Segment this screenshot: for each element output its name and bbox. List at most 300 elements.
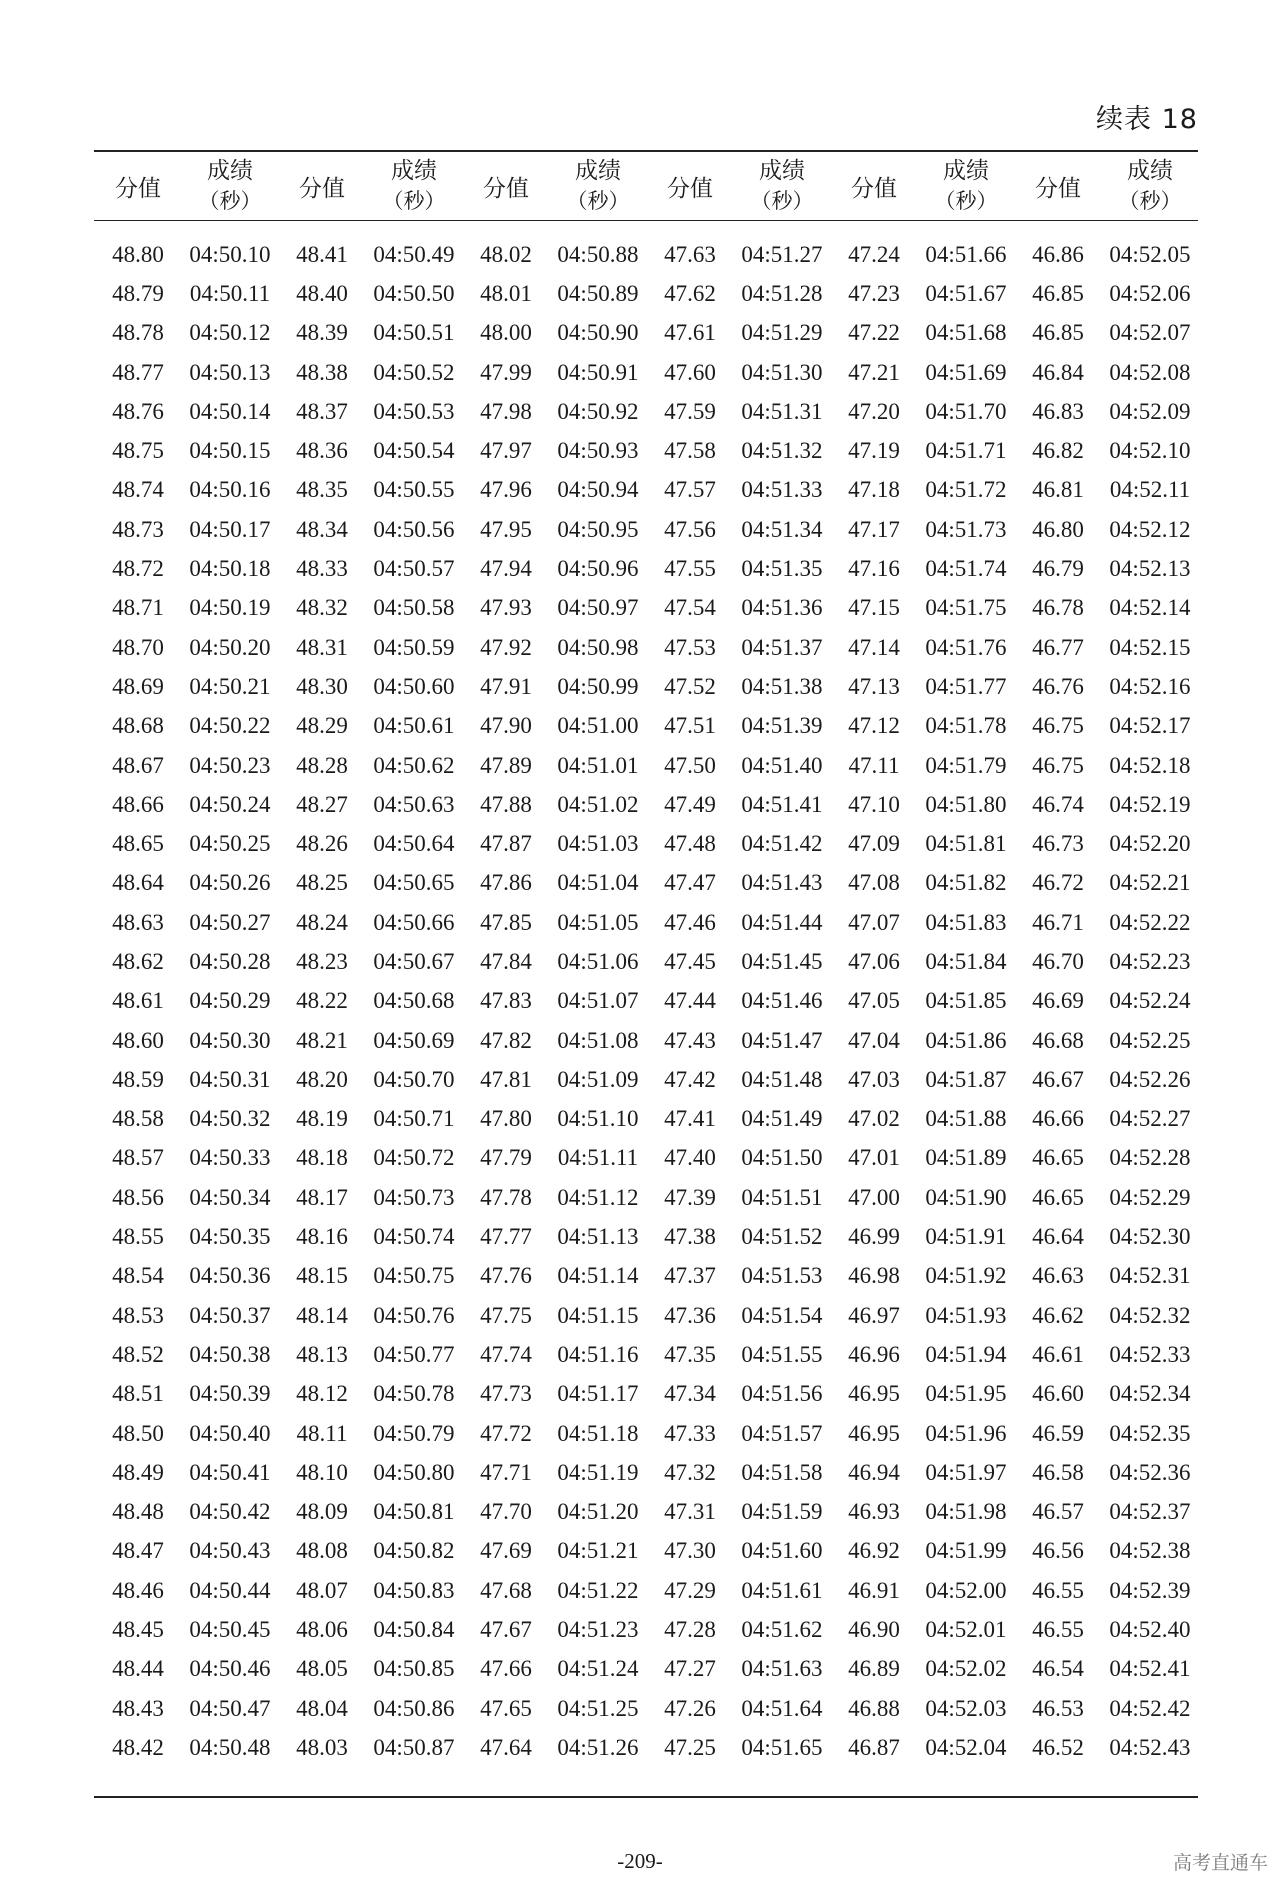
score-cell: 48.66 (112, 791, 164, 817)
score-cell: 47.58 (664, 438, 716, 464)
time-cell: 04:50.93 (557, 438, 639, 464)
score-cell: 48.67 (112, 752, 164, 778)
score-cell: 48.59 (112, 1066, 164, 1092)
time-cell: 04:51.92 (925, 1263, 1007, 1289)
time-cell: 04:50.63 (373, 791, 455, 817)
time-cell: 04:51.01 (557, 752, 639, 778)
table-row (94, 1532, 1198, 1571)
time-cell: 04:50.52 (373, 359, 455, 385)
score-cell: 46.98 (848, 1263, 900, 1289)
header-time-label: 成绩 (943, 158, 989, 184)
time-cell: 04:51.99 (925, 1538, 1007, 1564)
time-cell: 04:50.49 (373, 241, 455, 267)
score-cell: 47.85 (480, 909, 532, 935)
table-row (94, 353, 1198, 392)
score-cell: 48.04 (296, 1695, 348, 1721)
time-cell: 04:50.17 (189, 516, 271, 542)
time-cell: 04:50.80 (373, 1459, 455, 1485)
time-cell: 04:52.00 (925, 1577, 1007, 1603)
header-time-label: 成绩 (1127, 158, 1173, 184)
table-row (94, 471, 1198, 510)
time-cell: 04:52.40 (1109, 1617, 1191, 1643)
time-cell: 04:52.32 (1109, 1302, 1191, 1328)
score-cell: 48.10 (296, 1459, 348, 1485)
table-row (94, 903, 1198, 942)
time-cell: 04:51.39 (741, 713, 823, 739)
score-cell: 47.84 (480, 948, 532, 974)
score-cell: 46.94 (848, 1459, 900, 1485)
score-cell: 48.29 (296, 713, 348, 739)
time-cell: 04:51.58 (741, 1459, 823, 1485)
time-cell: 04:52.08 (1109, 359, 1191, 385)
time-cell: 04:50.39 (189, 1381, 271, 1407)
time-cell: 04:50.89 (557, 280, 639, 306)
score-cell: 48.26 (296, 831, 348, 857)
score-cell: 47.12 (848, 713, 900, 739)
time-cell: 04:51.64 (741, 1695, 823, 1721)
time-cell: 04:52.06 (1109, 280, 1191, 306)
time-cell: 04:51.72 (925, 477, 1007, 503)
time-cell: 04:52.28 (1109, 1145, 1191, 1171)
time-cell: 04:52.34 (1109, 1381, 1191, 1407)
time-cell: 04:50.42 (189, 1499, 271, 1525)
score-cell: 48.02 (480, 241, 532, 267)
header-time-unit: （秒） (198, 189, 262, 213)
score-cell: 48.74 (112, 477, 164, 503)
table-row (94, 824, 1198, 863)
time-cell: 04:50.22 (189, 713, 271, 739)
time-cell: 04:52.27 (1109, 1106, 1191, 1132)
table-header (94, 151, 1198, 221)
score-cell: 47.38 (664, 1224, 716, 1250)
time-cell: 04:51.48 (741, 1066, 823, 1092)
time-cell: 04:50.61 (373, 713, 455, 739)
score-cell: 47.95 (480, 516, 532, 542)
score-cell: 47.91 (480, 673, 532, 699)
time-cell: 04:51.51 (741, 1184, 823, 1210)
time-cell: 04:52.25 (1109, 1027, 1191, 1053)
time-cell: 04:50.58 (373, 595, 455, 621)
score-cell: 48.69 (112, 673, 164, 699)
header-time (550, 151, 646, 221)
table-row (94, 1060, 1198, 1099)
time-cell: 04:50.28 (189, 948, 271, 974)
time-cell: 04:50.99 (557, 673, 639, 699)
time-cell: 04:50.95 (557, 516, 639, 542)
score-cell: 47.26 (664, 1695, 716, 1721)
time-cell: 04:50.85 (373, 1656, 455, 1682)
time-cell: 04:52.22 (1109, 909, 1191, 935)
time-cell: 04:52.36 (1109, 1459, 1191, 1485)
time-cell: 04:51.74 (925, 556, 1007, 582)
score-cell: 47.41 (664, 1106, 716, 1132)
header-time (918, 151, 1014, 221)
time-cell: 04:52.31 (1109, 1263, 1191, 1289)
table-row (94, 707, 1198, 746)
score-cell: 47.44 (664, 988, 716, 1014)
time-cell: 04:50.36 (189, 1263, 271, 1289)
time-cell: 04:50.21 (189, 673, 271, 699)
time-cell: 04:50.71 (373, 1106, 455, 1132)
score-table (94, 150, 1198, 1798)
time-cell: 04:51.55 (741, 1341, 823, 1367)
score-cell: 46.90 (848, 1617, 900, 1643)
time-cell: 04:51.97 (925, 1459, 1007, 1485)
score-cell: 47.49 (664, 791, 716, 817)
time-cell: 04:50.73 (373, 1184, 455, 1210)
score-cell: 48.16 (296, 1224, 348, 1250)
time-cell: 04:51.36 (741, 595, 823, 621)
time-cell: 04:51.49 (741, 1106, 823, 1132)
score-cell: 47.94 (480, 556, 532, 582)
score-cell: 46.67 (1032, 1066, 1084, 1092)
time-cell: 04:51.69 (925, 359, 1007, 385)
table-row (94, 1493, 1198, 1532)
score-cell: 46.65 (1032, 1184, 1084, 1210)
score-cell: 46.70 (1032, 948, 1084, 974)
score-cell: 47.50 (664, 752, 716, 778)
score-cell: 46.55 (1032, 1617, 1084, 1643)
table-row (94, 942, 1198, 981)
score-cell: 46.62 (1032, 1302, 1084, 1328)
score-cell: 48.68 (112, 713, 164, 739)
time-cell: 04:50.14 (189, 398, 271, 424)
time-cell: 04:52.10 (1109, 438, 1191, 464)
time-cell: 04:51.67 (925, 280, 1007, 306)
score-cell: 48.62 (112, 948, 164, 974)
score-cell: 48.42 (112, 1734, 164, 1760)
score-cell: 46.52 (1032, 1734, 1084, 1760)
table-row (94, 221, 1198, 275)
header-score: 分值 (299, 175, 345, 202)
header-score: 分值 (851, 175, 897, 202)
score-cell: 48.22 (296, 988, 348, 1014)
time-cell: 04:50.74 (373, 1224, 455, 1250)
score-cell: 48.75 (112, 438, 164, 464)
table-row (94, 1571, 1198, 1610)
time-cell: 04:51.22 (557, 1577, 639, 1603)
time-cell: 04:50.79 (373, 1420, 455, 1446)
score-cell: 48.25 (296, 870, 348, 896)
score-cell: 47.78 (480, 1184, 532, 1210)
score-cell: 47.16 (848, 556, 900, 582)
header-time (182, 151, 278, 221)
score-cell: 48.05 (296, 1656, 348, 1682)
table-row (94, 589, 1198, 628)
score-cell: 47.97 (480, 438, 532, 464)
time-cell: 04:50.62 (373, 752, 455, 778)
score-cell: 47.51 (664, 713, 716, 739)
time-cell: 04:50.69 (373, 1027, 455, 1053)
time-cell: 04:52.26 (1109, 1066, 1191, 1092)
score-cell: 47.76 (480, 1263, 532, 1289)
score-cell: 48.72 (112, 556, 164, 582)
score-cell: 47.20 (848, 398, 900, 424)
score-cell: 46.60 (1032, 1381, 1084, 1407)
score-cell: 47.72 (480, 1420, 532, 1446)
score-cell: 48.35 (296, 477, 348, 503)
time-cell: 04:50.31 (189, 1066, 271, 1092)
time-cell: 04:52.18 (1109, 752, 1191, 778)
time-cell: 04:51.45 (741, 948, 823, 974)
score-cell: 46.84 (1032, 359, 1084, 385)
time-cell: 04:51.27 (741, 241, 823, 267)
score-cell: 46.75 (1032, 713, 1084, 739)
score-cell: 46.61 (1032, 1341, 1084, 1367)
time-cell: 04:51.77 (925, 673, 1007, 699)
score-cell: 48.43 (112, 1695, 164, 1721)
time-cell: 04:51.04 (557, 870, 639, 896)
time-cell: 04:51.12 (557, 1184, 639, 1210)
table-row (94, 1257, 1198, 1296)
time-cell: 04:50.11 (189, 280, 271, 306)
time-cell: 04:50.65 (373, 870, 455, 896)
score-cell: 47.82 (480, 1027, 532, 1053)
score-cell: 46.68 (1032, 1027, 1084, 1053)
score-cell: 48.09 (296, 1499, 348, 1525)
time-cell: 04:52.12 (1109, 516, 1191, 542)
score-cell: 48.21 (296, 1027, 348, 1053)
time-cell: 04:51.60 (741, 1538, 823, 1564)
score-cell: 47.64 (480, 1734, 532, 1760)
header-time-unit: （秒） (1118, 189, 1182, 213)
score-cell: 48.60 (112, 1027, 164, 1053)
time-cell: 04:50.97 (557, 595, 639, 621)
score-cell: 47.46 (664, 909, 716, 935)
score-cell: 46.83 (1032, 398, 1084, 424)
table-row (94, 1178, 1198, 1217)
score-cell: 47.52 (664, 673, 716, 699)
time-cell: 04:52.21 (1109, 870, 1191, 896)
time-cell: 04:51.02 (557, 791, 639, 817)
score-cell: 46.56 (1032, 1538, 1084, 1564)
time-cell: 04:51.78 (925, 713, 1007, 739)
score-cell: 48.55 (112, 1224, 164, 1250)
score-cell: 46.97 (848, 1302, 900, 1328)
score-cell: 48.41 (296, 241, 348, 267)
time-cell: 04:51.40 (741, 752, 823, 778)
score-cell: 47.81 (480, 1066, 532, 1092)
score-cell: 47.54 (664, 595, 716, 621)
score-cell: 48.50 (112, 1420, 164, 1446)
score-cell: 47.90 (480, 713, 532, 739)
score-cell: 47.74 (480, 1341, 532, 1367)
score-cell: 47.47 (664, 870, 716, 896)
time-cell: 04:50.32 (189, 1106, 271, 1132)
score-cell: 48.00 (480, 320, 532, 346)
score-cell: 48.56 (112, 1184, 164, 1210)
time-cell: 04:50.72 (373, 1145, 455, 1171)
time-cell: 04:51.63 (741, 1656, 823, 1682)
time-cell: 04:52.16 (1109, 673, 1191, 699)
time-cell: 04:51.56 (741, 1381, 823, 1407)
time-cell: 04:51.06 (557, 948, 639, 974)
time-cell: 04:51.34 (741, 516, 823, 542)
score-cell: 48.03 (296, 1734, 348, 1760)
time-cell: 04:50.29 (189, 988, 271, 1014)
table-row (94, 392, 1198, 431)
time-cell: 04:51.10 (557, 1106, 639, 1132)
time-cell: 04:50.68 (373, 988, 455, 1014)
time-cell: 04:51.87 (925, 1066, 1007, 1092)
score-cell: 47.62 (664, 280, 716, 306)
score-cell: 47.88 (480, 791, 532, 817)
time-cell: 04:51.32 (741, 438, 823, 464)
score-cell: 46.77 (1032, 634, 1084, 660)
score-cell: 47.99 (480, 359, 532, 385)
score-cell: 47.86 (480, 870, 532, 896)
time-cell: 04:52.35 (1109, 1420, 1191, 1446)
time-cell: 04:52.09 (1109, 398, 1191, 424)
score-cell: 46.54 (1032, 1656, 1084, 1682)
score-cell: 46.85 (1032, 320, 1084, 346)
score-cell: 46.95 (848, 1381, 900, 1407)
score-cell: 47.53 (664, 634, 716, 660)
score-cell: 47.55 (664, 556, 716, 582)
time-cell: 04:50.19 (189, 595, 271, 621)
table-row (94, 785, 1198, 824)
watermark: 高考直通车 (1172, 1852, 1268, 1874)
score-cell: 47.01 (848, 1145, 900, 1171)
score-cell: 48.78 (112, 320, 164, 346)
score-cell: 48.11 (296, 1420, 348, 1446)
score-cell: 48.36 (296, 438, 348, 464)
table-row (94, 1728, 1198, 1796)
score-cell: 46.93 (848, 1499, 900, 1525)
score-cell: 48.49 (112, 1459, 164, 1485)
score-cell: 48.37 (296, 398, 348, 424)
time-cell: 04:51.65 (741, 1734, 823, 1760)
score-cell: 46.55 (1032, 1577, 1084, 1603)
time-cell: 04:51.53 (741, 1263, 823, 1289)
table-row (94, 982, 1198, 1021)
header-time-label: 成绩 (759, 158, 805, 184)
score-cell: 46.99 (848, 1224, 900, 1250)
table-row (94, 1139, 1198, 1178)
table-row (94, 510, 1198, 549)
score-cell: 47.32 (664, 1459, 716, 1485)
score-cell: 46.88 (848, 1695, 900, 1721)
score-cell: 48.52 (112, 1341, 164, 1367)
score-cell: 48.48 (112, 1499, 164, 1525)
score-cell: 46.69 (1032, 988, 1084, 1014)
score-cell: 46.95 (848, 1420, 900, 1446)
time-cell: 04:51.11 (557, 1145, 639, 1171)
time-cell: 04:50.98 (557, 634, 639, 660)
time-cell: 04:50.15 (189, 438, 271, 464)
time-cell: 04:52.01 (925, 1617, 1007, 1643)
time-cell: 04:50.38 (189, 1341, 271, 1367)
score-cell: 47.27 (664, 1656, 716, 1682)
score-cell: 47.83 (480, 988, 532, 1014)
score-cell: 47.61 (664, 320, 716, 346)
score-cell: 47.66 (480, 1656, 532, 1682)
time-cell: 04:52.42 (1109, 1695, 1191, 1721)
table-row (94, 1335, 1198, 1374)
score-cell: 46.96 (848, 1341, 900, 1367)
score-cell: 47.34 (664, 1381, 716, 1407)
time-cell: 04:51.15 (557, 1302, 639, 1328)
score-cell: 47.45 (664, 948, 716, 974)
score-cell: 47.15 (848, 595, 900, 621)
time-cell: 04:51.73 (925, 516, 1007, 542)
score-cell: 47.93 (480, 595, 532, 621)
score-cell: 46.89 (848, 1656, 900, 1682)
score-cell: 47.70 (480, 1499, 532, 1525)
score-cell: 47.40 (664, 1145, 716, 1171)
score-cell: 48.01 (480, 280, 532, 306)
time-cell: 04:51.94 (925, 1341, 1007, 1367)
score-cell: 48.23 (296, 948, 348, 974)
time-cell: 04:51.26 (557, 1734, 639, 1760)
score-cell: 47.89 (480, 752, 532, 778)
score-cell: 47.65 (480, 1695, 532, 1721)
time-cell: 04:50.27 (189, 909, 271, 935)
time-cell: 04:52.17 (1109, 713, 1191, 739)
header-row (94, 151, 1198, 221)
time-cell: 04:51.82 (925, 870, 1007, 896)
time-cell: 04:51.24 (557, 1656, 639, 1682)
time-cell: 04:51.17 (557, 1381, 639, 1407)
score-cell: 46.71 (1032, 909, 1084, 935)
time-cell: 04:50.96 (557, 556, 639, 582)
header-time (1102, 151, 1198, 221)
time-cell: 04:51.81 (925, 831, 1007, 857)
score-cell: 48.15 (296, 1263, 348, 1289)
time-cell: 04:50.56 (373, 516, 455, 542)
time-cell: 04:52.43 (1109, 1734, 1191, 1760)
score-cell: 48.65 (112, 831, 164, 857)
header-time-unit: （秒） (750, 189, 814, 213)
score-cell: 47.10 (848, 791, 900, 817)
score-cell: 47.23 (848, 280, 900, 306)
time-cell: 04:50.25 (189, 831, 271, 857)
time-cell: 04:52.05 (1109, 241, 1191, 267)
time-cell: 04:52.20 (1109, 831, 1191, 857)
score-cell: 48.28 (296, 752, 348, 778)
time-cell: 04:50.33 (189, 1145, 271, 1171)
score-cell: 47.31 (664, 1499, 716, 1525)
time-cell: 04:51.90 (925, 1184, 1007, 1210)
table-row (94, 1021, 1198, 1060)
score-cell: 48.53 (112, 1302, 164, 1328)
time-cell: 04:51.14 (557, 1263, 639, 1289)
time-cell: 04:50.86 (373, 1695, 455, 1721)
time-cell: 04:51.89 (925, 1145, 1007, 1171)
time-cell: 04:51.44 (741, 909, 823, 935)
time-cell: 04:51.57 (741, 1420, 823, 1446)
time-cell: 04:52.19 (1109, 791, 1191, 817)
score-cell: 48.12 (296, 1381, 348, 1407)
score-cell: 47.96 (480, 477, 532, 503)
score-cell: 48.77 (112, 359, 164, 385)
table-body (94, 221, 1198, 1797)
score-cell: 47.04 (848, 1027, 900, 1053)
table-row (94, 314, 1198, 353)
score-cell: 47.48 (664, 831, 716, 857)
score-cell: 46.78 (1032, 595, 1084, 621)
score-cell: 47.57 (664, 477, 716, 503)
time-cell: 04:50.83 (373, 1577, 455, 1603)
score-cell: 47.92 (480, 634, 532, 660)
time-cell: 04:50.54 (373, 438, 455, 464)
time-cell: 04:50.60 (373, 673, 455, 699)
time-cell: 04:50.57 (373, 556, 455, 582)
time-cell: 04:50.46 (189, 1656, 271, 1682)
score-cell: 48.24 (296, 909, 348, 935)
score-cell: 46.76 (1032, 673, 1084, 699)
time-cell: 04:51.98 (925, 1499, 1007, 1525)
